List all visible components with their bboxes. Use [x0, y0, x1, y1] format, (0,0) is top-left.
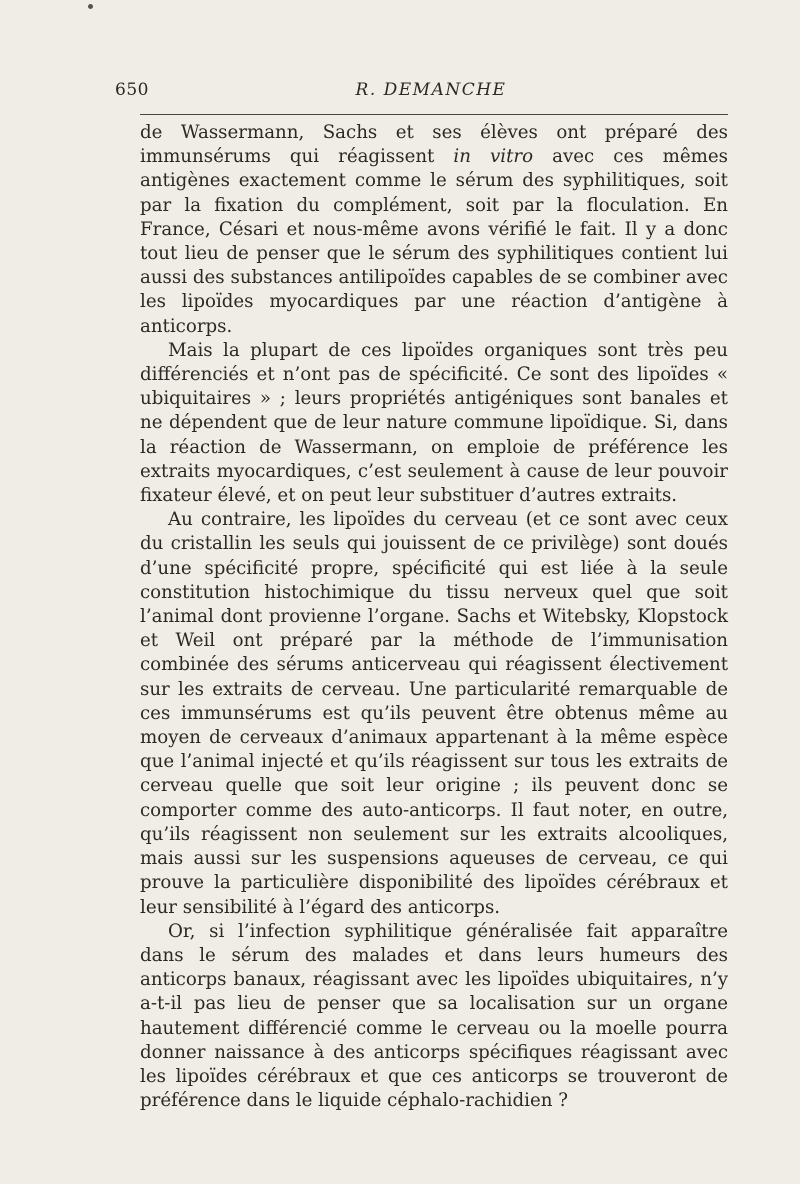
header-rule [140, 114, 728, 115]
emphasis-in-vitro: in vitro [453, 146, 534, 168]
page-number: 650 [115, 80, 149, 100]
paragraph-1: de Wassermann, Sachs et ses élèves ont préparé des immunsérums qui réagissent in vitro avec ces mêmes antigènes exactement comme le sérum des syphilitiques, soit par la fixation du complément, soit par la floculation. En France, Césari et nous-même avons vérifié le fait. Il y a donc tout lieu de penser que le sérum des syphilitiques contient lui aussi des substances antilipoïdes capables de se combiner avec les lipoïdes myocardiques par une réaction d’antigène à anticorps. [140, 122, 728, 337]
paragraph-4: Or, si l’infection syphilitique généralisée fait apparaître dans le sérum des malades et dans leurs humeurs des anticorps banaux, réagissant avec les lipoïdes ubiquitaires, n’y a-t-il pas lieu de penser que sa localisation sur un organe hautement différencié comme le cerveau ou la moelle pourra donner naissance à des anticorps spécifiques réagissant avec les lipoïdes cérébraux et que ces anticorps se trouveront de préférence dans le liquide céphalo-rachidien ? [140, 920, 728, 1112]
page-header [115, 80, 727, 106]
running-head: R. DEMANCHE [355, 80, 507, 100]
print-speck [88, 4, 93, 9]
body-text [140, 121, 728, 1113]
paragraph-2: Mais la plupart de ces lipoïdes organiques sont très peu différenciés et n’ont pas de spécificité. Ce sont des lipoïdes « ubiquitaires » ; leurs propriétés antigéniques sont banales et ne dépendent que de leur nature commune lipoïdique. Si, dans la réaction de Wassermann, on emploie de préférence les extraits myocardiques, c’est seulement à cause de leur pouvoir fixateur élevé, et on peut leur substituer d’autres extraits. [140, 339, 728, 507]
paragraph-3: Au contraire, les lipoïdes du cerveau (et ce sont avec ceux du cristallin les seuls qui jouissent de ce privilège) sont doués d’une spécificité propre, spécificité qui est liée à la seule constitution histochimique du tissu nerveux quel que soit l’animal dont provienne l’organe. Sachs et Witebsky, Klopstock et Weil ont préparé par la méthode de l’immunisation combinée des sérums anticerveau qui réagissent électivement sur les extraits de cerveau. Une particularité remarquable de ces immunsérums est qu’ils peuvent être obtenus même au moyen de cerveaux d’animaux appartenant à la même espèce que l’animal injecté et qu’ils réagissent sur tous les extraits de cerveau quelle que soit leur origine ; ils peuvent donc se comporter comme des auto-anticorps. Il faut noter, en outre, qu’ils réagissent non seulement sur les extraits alcooliques, mais aussi sur les suspensions aqueuses de cerveau, ce qui prouve la particulière disponibilité des lipoïdes cérébraux et leur sensibilité à l’égard des anticorps. [140, 509, 728, 918]
